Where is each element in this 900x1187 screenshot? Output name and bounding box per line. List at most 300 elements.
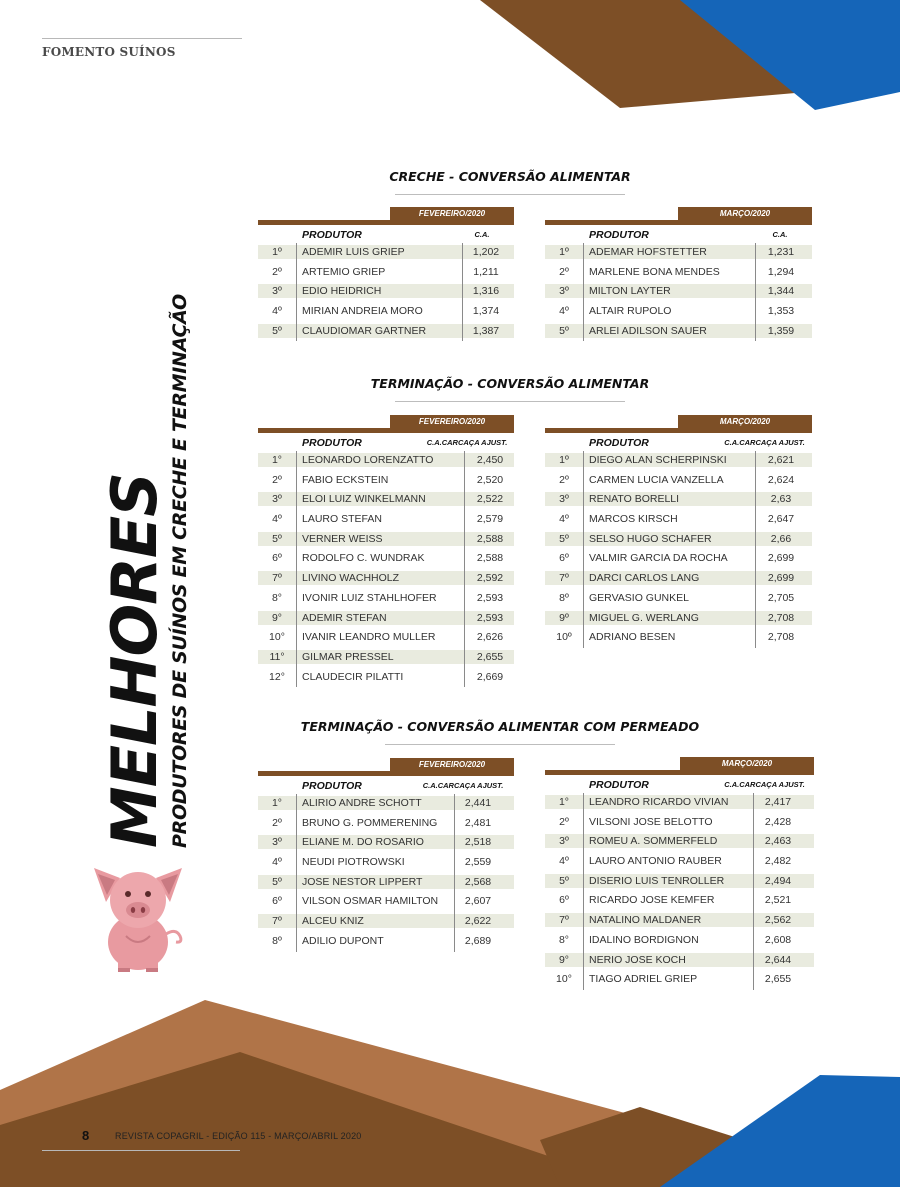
table-row [258, 873, 514, 893]
rank-cell: 2º [272, 473, 282, 486]
table-header-bar [258, 220, 514, 225]
value-cell: 2,588 [476, 552, 504, 565]
table-rows [258, 243, 514, 341]
producer-name-cell: LAURO ANTONIO RAUBER [589, 855, 722, 868]
rank-cell: 6º [272, 895, 282, 908]
value-cell: 2,559 [464, 856, 492, 869]
table-permeado-fevereiro [258, 758, 514, 953]
value-cell: 2,621 [767, 454, 795, 466]
value-cell: 1,211 [473, 265, 499, 278]
section-title: TERMINAÇÃO - CONVERSÃO ALIMENTAR [370, 376, 650, 391]
column-divider [583, 609, 584, 629]
column-divider [296, 569, 297, 589]
table-row [545, 490, 812, 510]
value-cell: 2,441 [464, 797, 492, 809]
table-row [258, 628, 514, 648]
table-row [258, 648, 514, 668]
producer-name-cell: ROMEU A. SOMMERFELD [589, 835, 718, 848]
rank-cell: 8° [558, 933, 570, 946]
table-creche-marco [545, 207, 812, 345]
rank-cell: 9° [271, 611, 283, 624]
table-row [545, 243, 812, 263]
table-column-headers [545, 777, 814, 793]
column-header-value: C.A. [772, 230, 788, 239]
column-header-value: C.A.CARCAÇA AJUST. [422, 781, 504, 790]
rank-cell: 7º [559, 914, 569, 927]
rank-cell: 3º [559, 285, 569, 298]
table-column-headers [258, 227, 514, 243]
table-row [258, 282, 514, 302]
side-title-sub: PRODUTORES DE SUÍNOS EM CRECHE E TERMINAÇÃO [169, 294, 191, 848]
table-header-bar [545, 220, 812, 225]
rank-cell: 3º [559, 835, 569, 848]
rank-cell: 5º [272, 532, 282, 545]
rank-cell: 4º [559, 855, 569, 868]
table-row [258, 794, 514, 814]
rank-cell: 5º [559, 532, 569, 545]
value-cell: 1,387 [472, 324, 500, 337]
producer-name-cell: IDALINO BORDIGNON [589, 933, 699, 946]
rank-cell: 5º [559, 324, 569, 337]
table-row [545, 530, 812, 550]
producer-name-cell: ADRIANO BESEN [589, 631, 676, 644]
section-tag-rule [42, 38, 242, 39]
column-divider [583, 911, 584, 931]
value-cell: 2,562 [764, 914, 792, 927]
table-row [545, 628, 812, 648]
column-divider [296, 794, 297, 814]
producer-name-cell: CLAUDECIR PILATTI [302, 670, 404, 683]
value-cell: 1,359 [767, 324, 795, 337]
producer-name-cell: ELOI LUIZ WINKELMANN [302, 493, 426, 506]
table-header-bar [258, 771, 514, 776]
value-cell: 2,608 [764, 933, 792, 946]
producer-name-cell: EDIO HEIDRICH [302, 285, 382, 298]
value-cell: 2,592 [476, 572, 504, 585]
column-divider [296, 530, 297, 550]
value-cell: 2,521 [764, 894, 792, 907]
value-cell: 2,622 [464, 915, 492, 928]
producer-name-cell: LAURO STEFAN [302, 513, 382, 526]
column-divider [464, 569, 465, 589]
rank-cell: 8º [272, 934, 282, 947]
column-divider [464, 471, 465, 491]
value-cell: 2,708 [767, 611, 795, 624]
column-divider [296, 322, 297, 342]
rank-cell: 10º [556, 631, 572, 644]
column-header-value: C.A.CARCAÇA AJUST. [724, 438, 805, 447]
table-row [258, 912, 514, 932]
producer-name-cell: GILMAR PRESSEL [302, 650, 394, 663]
value-cell: 1,294 [767, 265, 795, 278]
value-cell: 2,593 [476, 591, 504, 604]
table-row [258, 471, 514, 491]
value-cell: 2,647 [767, 513, 795, 526]
rank-cell: 2º [559, 265, 569, 278]
value-cell: 2,522 [476, 493, 504, 506]
column-divider [583, 813, 584, 833]
producer-name-cell: MARCOS KIRSCH [589, 513, 678, 526]
table-column-headers [545, 227, 812, 243]
column-divider [296, 302, 297, 322]
column-divider [296, 833, 297, 853]
value-cell: 2,568 [464, 875, 492, 888]
producer-name-cell: TIAGO ADRIEL GRIEP [589, 973, 698, 986]
rank-cell: 1° [271, 454, 283, 466]
producer-name-cell: CLAUDIOMAR GARTNER [302, 324, 427, 337]
rank-cell: 12° [269, 670, 285, 683]
table-period: FEVEREIRO/2020 [390, 758, 514, 771]
value-cell: 2,699 [767, 552, 795, 565]
column-divider [296, 648, 297, 668]
rank-cell: 1° [271, 797, 283, 809]
rank-cell: 3º [559, 493, 569, 506]
rank-cell: 1° [558, 796, 570, 808]
table-row [258, 490, 514, 510]
table-row [258, 853, 514, 873]
table-row [545, 451, 812, 471]
rank-cell: 6º [559, 552, 569, 565]
value-cell: 1,316 [472, 285, 500, 298]
column-divider [583, 628, 584, 648]
table-rows [258, 794, 514, 952]
table-row [545, 911, 814, 931]
column-divider [296, 853, 297, 873]
column-header-value: C.A. [474, 230, 490, 239]
rank-cell: 10° [269, 631, 285, 644]
rank-cell: 4º [272, 513, 282, 526]
producer-name-cell: ADEMAR HOFSTETTER [589, 246, 707, 258]
producer-name-cell: IVONIR LUIZ STAHLHOFER [302, 591, 437, 604]
value-cell: 2,699 [767, 572, 795, 585]
column-divider [296, 912, 297, 932]
producer-name-cell: NATALINO MALDANER [589, 914, 702, 927]
producer-name-cell: ALIRIO ANDRE SCHOTT [302, 797, 422, 809]
table-row [258, 243, 514, 263]
column-divider [296, 609, 297, 629]
column-divider [464, 530, 465, 550]
column-divider [296, 589, 297, 609]
table-column-headers [258, 435, 514, 451]
column-divider [296, 490, 297, 510]
column-divider [296, 471, 297, 491]
producer-name-cell: SELSO HUGO SCHAFER [589, 532, 712, 545]
rank-cell: 3º [272, 836, 282, 849]
producer-name-cell: MIRIAN ANDREIA MORO [302, 305, 423, 318]
rank-cell: 8° [271, 591, 283, 604]
producer-name-cell: JOSE NESTOR LIPPERT [302, 875, 423, 888]
column-divider [296, 892, 297, 912]
table-column-headers [545, 435, 812, 451]
column-header-producer: PRODUTOR [302, 229, 362, 241]
column-divider [583, 970, 584, 990]
table-row [545, 569, 812, 589]
value-cell: 2,624 [767, 473, 795, 486]
column-divider [583, 471, 584, 491]
table-row [258, 932, 514, 952]
value-cell: 2,463 [764, 835, 792, 848]
column-divider [464, 628, 465, 648]
rank-cell: 1º [559, 246, 569, 258]
table-row [258, 569, 514, 589]
producer-name-cell: DISERIO LUIS TENROLLER [589, 874, 725, 887]
side-title [98, 208, 194, 848]
table-row [545, 970, 814, 990]
rank-cell: 7º [559, 572, 569, 585]
table-row [545, 832, 814, 852]
rank-cell: 2º [272, 816, 282, 829]
table-creche-fevereiro [258, 207, 514, 345]
producer-name-cell: LIVINO WACHHOLZ [302, 572, 400, 585]
column-divider [296, 932, 297, 952]
value-cell: 2,66 [770, 532, 792, 545]
column-divider [583, 451, 584, 471]
rank-cell: 1º [559, 454, 569, 466]
rank-cell: 3º [272, 285, 282, 298]
table-row [545, 872, 814, 892]
rank-cell: 11° [269, 650, 285, 663]
footer-rule [42, 1150, 240, 1151]
producer-name-cell: NEUDI PIOTROWSKI [302, 856, 405, 869]
table-period: FEVEREIRO/2020 [390, 415, 514, 428]
rank-cell: 2º [272, 265, 282, 278]
magazine-info: REVISTA COPAGRIL - EDIÇÃO 115 - MARÇO/ABRIL 2020 [115, 1131, 362, 1141]
table-row [545, 322, 812, 342]
value-cell: 2,644 [764, 953, 792, 966]
rank-cell: 4º [559, 513, 569, 526]
table-row [545, 510, 812, 530]
section-heading-permeado [290, 719, 710, 745]
table-terminacao-fevereiro [258, 415, 514, 690]
table-row [545, 931, 814, 951]
producer-name-cell: RICARDO JOSE KEMFER [589, 894, 715, 907]
value-cell: 2,481 [464, 816, 492, 829]
value-cell: 2,482 [764, 855, 792, 868]
value-cell: 2,669 [476, 670, 504, 683]
column-divider [583, 569, 584, 589]
value-cell: 2,450 [476, 454, 504, 466]
table-rows [545, 243, 812, 341]
producer-name-cell: ADEMIR LUIS GRIEP [302, 246, 405, 258]
producer-name-cell: DIEGO ALAN SCHERPINSKI [589, 454, 727, 466]
rank-cell: 9° [558, 953, 570, 966]
table-row [258, 530, 514, 550]
column-divider [583, 832, 584, 852]
table-period: FEVEREIRO/2020 [390, 207, 514, 220]
column-divider [296, 628, 297, 648]
producer-name-cell: ELIANE M. DO ROSARIO [302, 836, 424, 849]
rank-cell: 9º [559, 611, 569, 624]
producer-name-cell: VERNER WEISS [302, 532, 383, 545]
table-header-bar [258, 428, 514, 433]
rank-cell: 2º [559, 473, 569, 486]
table-period: MARÇO/2020 [678, 415, 812, 428]
column-divider [296, 510, 297, 530]
rank-cell: 5º [559, 874, 569, 887]
table-row [545, 263, 812, 283]
table-row [545, 302, 812, 322]
value-cell: 2,655 [476, 650, 504, 663]
table-row [258, 263, 514, 283]
table-row [545, 609, 812, 629]
producer-name-cell: LEANDRO RICARDO VIVIAN [589, 796, 729, 808]
section-title-rule [385, 744, 615, 745]
table-period: MARÇO/2020 [680, 757, 814, 770]
column-divider [464, 510, 465, 530]
rank-cell: 3º [272, 493, 282, 506]
column-divider [583, 852, 584, 872]
value-cell: 2,705 [767, 591, 795, 604]
column-header-producer: PRODUTOR [302, 437, 362, 449]
table-row [258, 322, 514, 342]
producer-name-cell: NERIO JOSE KOCH [589, 953, 686, 966]
rank-cell: 5º [272, 324, 282, 337]
table-row [545, 793, 814, 813]
section-title: CRECHE - CONVERSÃO ALIMENTAR [389, 169, 631, 184]
pig-icon [88, 862, 188, 974]
rank-cell: 1º [272, 246, 282, 258]
rank-cell: 6º [272, 552, 282, 565]
rank-cell: 7º [272, 915, 282, 928]
table-rows [258, 451, 514, 687]
table-row [545, 852, 814, 872]
value-cell: 1,202 [472, 246, 500, 258]
value-cell: 2,708 [767, 631, 795, 644]
table-rows [545, 451, 812, 648]
column-divider [296, 451, 297, 471]
producer-name-cell: GERVASIO GUNKEL [589, 591, 689, 604]
column-divider [583, 549, 584, 569]
column-header-value: C.A.CARCAÇA AJUST. [724, 780, 805, 789]
table-row [545, 471, 812, 491]
table-permeado-marco [545, 757, 814, 992]
rank-cell: 8º [559, 591, 569, 604]
table-row [258, 668, 514, 688]
column-divider [296, 243, 297, 263]
section-title-rule [395, 401, 625, 402]
producer-name-cell: ADILIO DUPONT [302, 934, 384, 947]
table-row [545, 813, 814, 833]
rank-cell: 2º [559, 815, 569, 828]
producer-name-cell: FABIO ECKSTEIN [302, 473, 389, 486]
producer-name-cell: VILSON OSMAR HAMILTON [302, 895, 439, 908]
producer-name-cell: ADEMIR STEFAN [302, 611, 387, 624]
rank-cell: 4º [272, 305, 282, 318]
column-header-producer: PRODUTOR [589, 437, 649, 449]
producer-name-cell: ALTAIR RUPOLO [589, 305, 672, 318]
table-row [258, 892, 514, 912]
table-row [545, 951, 814, 971]
column-divider [583, 243, 584, 263]
section-heading-creche [340, 169, 680, 195]
table-terminacao-marco [545, 415, 812, 650]
producer-name-cell: RODOLFO C. WUNDRAK [302, 552, 425, 565]
column-header-producer: PRODUTOR [589, 779, 649, 791]
table-row [258, 451, 514, 471]
column-divider [583, 510, 584, 530]
column-divider [583, 282, 584, 302]
table-row [545, 282, 812, 302]
value-cell: 1,374 [472, 305, 500, 318]
column-header-value: C.A.CARCAÇA AJUST. [426, 438, 508, 447]
table-row [258, 510, 514, 530]
column-divider [464, 451, 465, 471]
column-divider [583, 891, 584, 911]
value-cell: 2,428 [764, 815, 792, 828]
table-row [258, 302, 514, 322]
page-number: 8 [82, 1128, 90, 1143]
rank-cell: 4º [272, 856, 282, 869]
table-row [545, 891, 814, 911]
column-divider [583, 872, 584, 892]
value-cell: 1,353 [767, 305, 795, 318]
column-divider [464, 648, 465, 668]
column-divider [583, 793, 584, 813]
producer-name-cell: MILTON LAYTER [589, 285, 671, 298]
value-cell: 1,344 [767, 285, 795, 298]
table-row [258, 833, 514, 853]
producer-name-cell: CARMEN LUCIA VANZELLA [589, 473, 724, 486]
value-cell: 2,588 [476, 532, 504, 545]
value-cell: 2,417 [764, 796, 792, 808]
table-row [545, 549, 812, 569]
producer-name-cell: VALMIR GARCIA DA ROCHA [589, 552, 728, 565]
value-cell: 2,626 [476, 631, 504, 644]
producer-name-cell: IVANIR LEANDRO MULLER [302, 631, 436, 644]
value-cell: 2,518 [464, 836, 492, 849]
column-header-producer: PRODUTOR [589, 229, 649, 241]
rank-cell: 5º [272, 875, 282, 888]
table-column-headers [258, 778, 514, 794]
column-divider [296, 873, 297, 893]
producer-name-cell: MIGUEL G. WERLANG [589, 611, 699, 624]
producer-name-cell: VILSONI JOSE BELOTTO [589, 815, 713, 828]
column-divider [583, 263, 584, 283]
producer-name-cell: ARTEMIO GRIEP [302, 265, 386, 278]
column-divider [296, 814, 297, 834]
value-cell: 2,494 [764, 874, 792, 887]
table-period: MARÇO/2020 [678, 207, 812, 220]
value-cell: 2,63 [770, 493, 792, 506]
producer-name-cell: DARCI CARLOS LANG [589, 572, 700, 585]
value-cell: 2,607 [464, 895, 492, 908]
table-rows [545, 793, 814, 990]
producer-name-cell: LEONARDO LORENZATTO [302, 454, 434, 466]
value-cell: 1,231 [767, 246, 795, 258]
side-title-main: MELHORES [98, 473, 171, 848]
section-title: TERMINAÇÃO - CONVERSÃO ALIMENTAR COM PERMEADO [300, 719, 700, 734]
column-divider [583, 951, 584, 971]
table-row [545, 589, 812, 609]
table-row [258, 609, 514, 629]
column-divider [583, 322, 584, 342]
column-divider [464, 668, 465, 688]
column-divider [583, 302, 584, 322]
section-title-rule [395, 194, 625, 195]
column-divider [296, 549, 297, 569]
column-divider [296, 263, 297, 283]
table-row [258, 549, 514, 569]
column-divider [583, 530, 584, 550]
producer-name-cell: ALCEU KNIZ [302, 915, 364, 928]
section-tag-text: FOMENTO SUÍNOS [42, 45, 176, 59]
rank-cell: 10° [556, 973, 572, 986]
table-header-bar [545, 770, 814, 775]
column-header-producer: PRODUTOR [302, 780, 362, 792]
section-heading-terminacao [330, 376, 690, 402]
value-cell: 2,579 [476, 513, 504, 526]
rank-cell: 6º [559, 894, 569, 907]
